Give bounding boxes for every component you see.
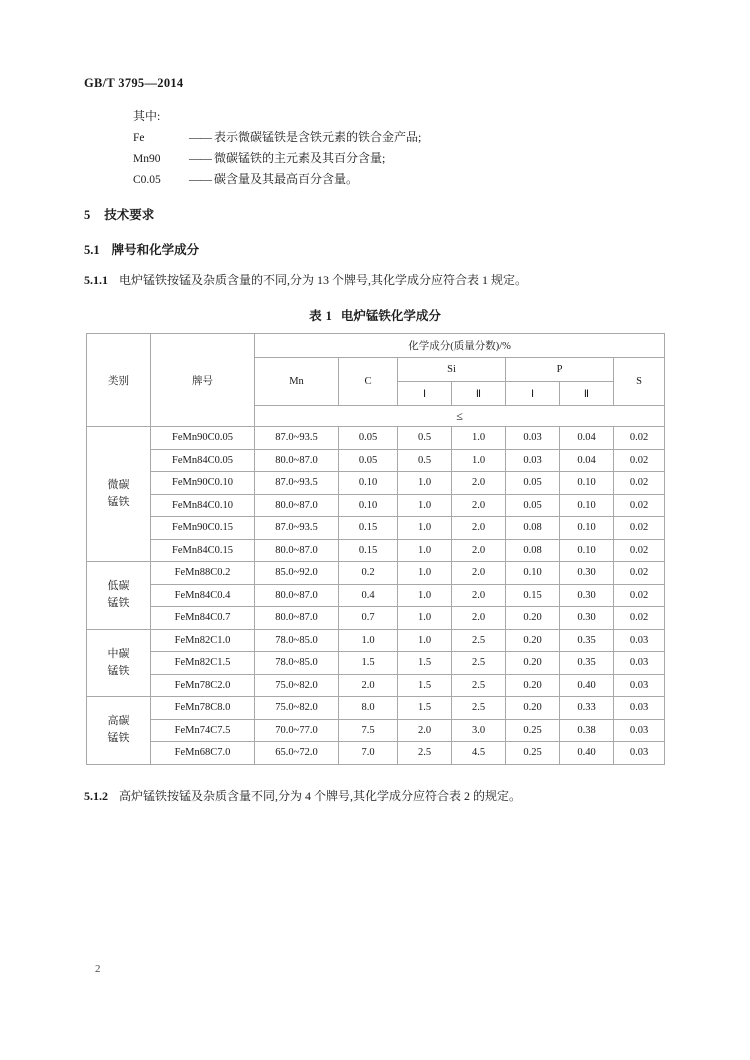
chemical-composition-table <box>86 333 665 765</box>
p2-cell: 0.35 <box>560 652 614 675</box>
category-line-1: 中碳 <box>107 647 130 660</box>
header-p-1: Ⅰ <box>506 382 560 406</box>
p1-cell: 0.20 <box>506 697 560 720</box>
category-line-1: 高碳 <box>107 715 130 728</box>
clause-text: 高炉锰铁按锰及杂质含量不同,分为 4 个牌号,其化学成分应符合表 2 的规定。 <box>119 789 522 803</box>
table-row <box>87 674 665 697</box>
definition-text: 碳含量及其最高百分含量。 <box>214 172 359 186</box>
s-cell: 0.02 <box>614 607 665 630</box>
grade-cell: FeMn84C0.4 <box>151 584 255 607</box>
table-row <box>87 517 665 540</box>
p1-cell: 0.05 <box>506 472 560 495</box>
category-line-1: 微碳 <box>107 479 130 491</box>
table-caption-label: 表 <box>309 309 322 323</box>
p1-cell: 0.20 <box>506 629 560 652</box>
si2-cell: 2.0 <box>452 539 506 562</box>
p1-cell: 0.08 <box>506 539 560 562</box>
definition-item <box>133 127 693 148</box>
table-row <box>87 539 665 562</box>
mn-cell: 80.0~87.0 <box>255 584 339 607</box>
c-cell: 1.0 <box>339 629 398 652</box>
header-p-2: Ⅱ <box>560 382 614 406</box>
category-line-2: 锰铁 <box>107 664 130 677</box>
table-row <box>87 629 665 652</box>
mn-cell: 87.0~93.5 <box>255 472 339 495</box>
p2-cell: 0.40 <box>560 742 614 765</box>
clause-number: 5.1 <box>84 243 100 257</box>
mn-cell: 75.0~82.0 <box>255 697 339 720</box>
mn-cell: 85.0~92.0 <box>255 562 339 585</box>
p2-cell: 0.30 <box>560 607 614 630</box>
category-line-2: 锰铁 <box>107 496 130 508</box>
s-cell: 0.02 <box>614 562 665 585</box>
si1-cell: 1.0 <box>398 629 452 652</box>
grade-cell: FeMn88C0.2 <box>151 562 255 585</box>
clause-text: 电炉锰铁按锰及杂质含量的不同,分为 13 个牌号,其化学成分应符合表 1 规定。 <box>119 273 528 287</box>
p1-cell: 0.25 <box>506 742 560 765</box>
p2-cell: 0.33 <box>560 697 614 720</box>
p2-cell: 0.04 <box>560 427 614 450</box>
em-dash-icon: —— <box>189 130 211 144</box>
c-cell: 0.2 <box>339 562 398 585</box>
si1-cell: 0.5 <box>398 427 452 450</box>
s-cell: 0.03 <box>614 719 665 742</box>
mn-cell: 80.0~87.0 <box>255 494 339 517</box>
mn-cell: 80.0~87.0 <box>255 449 339 472</box>
header-category: 类别 <box>87 334 151 427</box>
definition-term: Fe <box>133 132 145 144</box>
category-line-2: 锰铁 <box>107 732 130 745</box>
s-cell: 0.02 <box>614 449 665 472</box>
definition-term: C0.05 <box>133 174 161 186</box>
grade-cell: FeMn84C0.05 <box>151 449 255 472</box>
p2-cell: 0.10 <box>560 494 614 517</box>
header-si-1: Ⅰ <box>398 382 452 406</box>
grade-cell: FeMn90C0.10 <box>151 472 255 495</box>
header-composition: 化学成分(质量分数)/% <box>255 334 665 358</box>
table-row <box>87 472 665 495</box>
s-cell: 0.02 <box>614 584 665 607</box>
p2-cell: 0.35 <box>560 629 614 652</box>
si1-cell: 0.5 <box>398 449 452 472</box>
definition-text: 表示微碳锰铁是含铁元素的铁合金产品; <box>214 130 422 144</box>
grade-cell: FeMn90C0.15 <box>151 517 255 540</box>
table-head <box>87 334 665 427</box>
si2-cell: 3.0 <box>452 719 506 742</box>
category-line-2: 锰铁 <box>107 597 130 610</box>
c-cell: 8.0 <box>339 697 398 720</box>
c-cell: 0.10 <box>339 472 398 495</box>
p1-cell: 0.03 <box>506 449 560 472</box>
si2-cell: 2.5 <box>452 697 506 720</box>
si2-cell: 2.0 <box>452 562 506 585</box>
c-cell: 7.5 <box>339 719 398 742</box>
s-cell: 0.02 <box>614 494 665 517</box>
si1-cell: 1.5 <box>398 674 452 697</box>
table-caption-number: 1 <box>325 309 332 323</box>
clause-title: 技术要求 <box>104 208 155 222</box>
c-cell: 0.7 <box>339 607 398 630</box>
definition-block <box>133 106 693 190</box>
table-row <box>87 494 665 517</box>
c-cell: 0.4 <box>339 584 398 607</box>
table-body <box>87 427 665 765</box>
grade-cell: FeMn68C7.0 <box>151 742 255 765</box>
si2-cell: 2.0 <box>452 494 506 517</box>
si2-cell: 1.0 <box>452 449 506 472</box>
table-row <box>87 742 665 765</box>
c-cell: 7.0 <box>339 742 398 765</box>
s-cell: 0.02 <box>614 539 665 562</box>
si2-cell: 2.5 <box>452 629 506 652</box>
mn-cell: 87.0~93.5 <box>255 517 339 540</box>
mn-cell: 80.0~87.0 <box>255 607 339 630</box>
grade-cell: FeMn84C0.15 <box>151 539 255 562</box>
clause-paragraph-5-1-1 <box>84 271 527 288</box>
p1-cell: 0.25 <box>506 719 560 742</box>
c-cell: 0.05 <box>339 449 398 472</box>
si2-cell: 2.0 <box>452 517 506 540</box>
si1-cell: 1.0 <box>398 494 452 517</box>
s-cell: 0.03 <box>614 629 665 652</box>
si2-cell: 2.0 <box>452 472 506 495</box>
s-cell: 0.03 <box>614 697 665 720</box>
header-mn: Mn <box>255 358 339 406</box>
c-cell: 0.15 <box>339 539 398 562</box>
s-cell: 0.02 <box>614 427 665 450</box>
table-row <box>87 562 665 585</box>
c-cell: 2.0 <box>339 674 398 697</box>
clause-heading-5-1 <box>84 240 199 258</box>
p1-cell: 0.20 <box>506 607 560 630</box>
mn-cell: 80.0~87.0 <box>255 539 339 562</box>
table-header-row <box>87 334 665 358</box>
si1-cell: 1.0 <box>398 517 452 540</box>
clause-number: 5.1.1 <box>84 273 108 287</box>
grade-cell: FeMn82C1.5 <box>151 652 255 675</box>
si2-cell: 2.0 <box>452 584 506 607</box>
definition-intro: 其中: <box>133 109 161 123</box>
si1-cell: 2.5 <box>398 742 452 765</box>
p2-cell: 0.40 <box>560 674 614 697</box>
grade-cell: FeMn78C2.0 <box>151 674 255 697</box>
category-cell <box>87 697 151 765</box>
s-cell: 0.03 <box>614 674 665 697</box>
p1-cell: 0.15 <box>506 584 560 607</box>
mn-cell: 78.0~85.0 <box>255 629 339 652</box>
si2-cell: 4.5 <box>452 742 506 765</box>
p2-cell: 0.04 <box>560 449 614 472</box>
definition-text: 微碳锰铁的主元素及其百分含量; <box>214 151 386 165</box>
si1-cell: 1.0 <box>398 562 452 585</box>
table-row <box>87 584 665 607</box>
si2-cell: 2.0 <box>452 607 506 630</box>
em-dash-icon: —— <box>189 151 211 165</box>
limit-symbol: ≤ <box>255 406 665 427</box>
header-grade: 牌号 <box>151 334 255 427</box>
header-c: C <box>339 358 398 406</box>
page-number: 2 <box>95 963 101 975</box>
table-1-caption <box>0 306 750 324</box>
si1-cell: 1.5 <box>398 697 452 720</box>
c-cell: 0.05 <box>339 427 398 450</box>
si1-cell: 1.0 <box>398 584 452 607</box>
c-cell: 0.15 <box>339 517 398 540</box>
s-cell: 0.03 <box>614 652 665 675</box>
si1-cell: 1.0 <box>398 607 452 630</box>
definition-item <box>133 169 693 190</box>
p1-cell: 0.08 <box>506 517 560 540</box>
table-row <box>87 652 665 675</box>
si2-cell: 2.5 <box>452 674 506 697</box>
category-cell <box>87 629 151 697</box>
p2-cell: 0.30 <box>560 562 614 585</box>
em-dash-icon: —— <box>189 172 211 186</box>
header-si-2: Ⅱ <box>452 382 506 406</box>
p2-cell: 0.10 <box>560 539 614 562</box>
category-line-1: 低碳 <box>107 580 130 593</box>
grade-cell: FeMn84C0.7 <box>151 607 255 630</box>
grade-cell: FeMn74C7.5 <box>151 719 255 742</box>
table-row <box>87 427 665 450</box>
category-cell <box>87 427 151 562</box>
standard-number-header: GB/T 3795—2014 <box>84 76 184 90</box>
table-row <box>87 719 665 742</box>
p2-cell: 0.38 <box>560 719 614 742</box>
p1-cell: 0.20 <box>506 652 560 675</box>
header-si: Si <box>398 358 506 382</box>
p1-cell: 0.20 <box>506 674 560 697</box>
p2-cell: 0.10 <box>560 472 614 495</box>
mn-cell: 75.0~82.0 <box>255 674 339 697</box>
clause-number: 5 <box>84 208 91 222</box>
mn-cell: 65.0~72.0 <box>255 742 339 765</box>
table-caption-title: 电炉锰铁化学成分 <box>340 309 441 323</box>
clause-heading-5 <box>84 205 154 223</box>
p2-cell: 0.10 <box>560 517 614 540</box>
p1-cell: 0.03 <box>506 427 560 450</box>
s-cell: 0.02 <box>614 472 665 495</box>
header-s: S <box>614 358 665 406</box>
clause-number: 5.1.2 <box>84 789 108 803</box>
header-p: P <box>506 358 614 382</box>
c-cell: 0.10 <box>339 494 398 517</box>
s-cell: 0.03 <box>614 742 665 765</box>
clause-title: 牌号和化学成分 <box>111 243 200 257</box>
grade-cell: FeMn82C1.0 <box>151 629 255 652</box>
si1-cell: 1.0 <box>398 472 452 495</box>
mn-cell: 70.0~77.0 <box>255 719 339 742</box>
p2-cell: 0.30 <box>560 584 614 607</box>
table-row <box>87 449 665 472</box>
mn-cell: 87.0~93.5 <box>255 427 339 450</box>
table-1-wrapper <box>86 333 664 765</box>
table-row <box>87 607 665 630</box>
clause-paragraph-5-1-2 <box>84 787 521 804</box>
grade-cell: FeMn78C8.0 <box>151 697 255 720</box>
definition-term: Mn90 <box>133 153 161 165</box>
s-cell: 0.02 <box>614 517 665 540</box>
grade-cell: FeMn84C0.10 <box>151 494 255 517</box>
category-cell <box>87 562 151 630</box>
p1-cell: 0.10 <box>506 562 560 585</box>
si2-cell: 1.0 <box>452 427 506 450</box>
c-cell: 1.5 <box>339 652 398 675</box>
si1-cell: 1.5 <box>398 652 452 675</box>
p1-cell: 0.05 <box>506 494 560 517</box>
table-row <box>87 697 665 720</box>
si2-cell: 2.5 <box>452 652 506 675</box>
grade-cell: FeMn90C0.05 <box>151 427 255 450</box>
si1-cell: 2.0 <box>398 719 452 742</box>
mn-cell: 78.0~85.0 <box>255 652 339 675</box>
definition-item <box>133 148 693 169</box>
si1-cell: 1.0 <box>398 539 452 562</box>
